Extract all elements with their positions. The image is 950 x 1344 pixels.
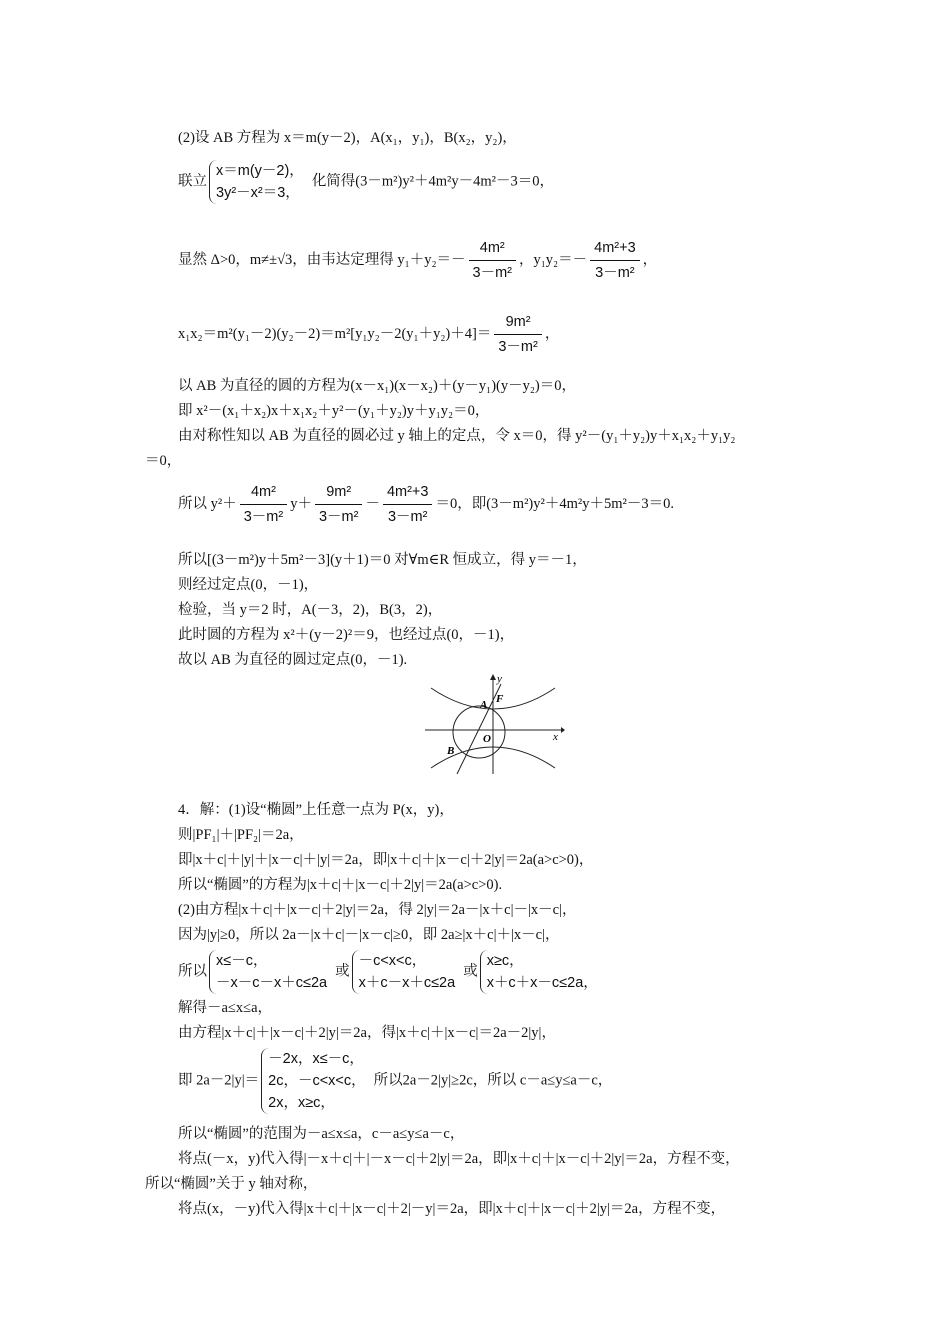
label-x: x <box>553 731 558 743</box>
text-line: 所以[(3－m²)y＋5m²－3](y＋1)＝0 对∀m∈R 恒成立，得 y＝－1， <box>178 552 587 568</box>
case-system <box>480 950 604 994</box>
hyperbola-circle-figure <box>425 670 565 775</box>
text-line: 因为|y|≥0，所以 2a－|x＋c|－|x－c|≥0，即 2a≥|x＋c|＋|x－c|， <box>178 927 560 943</box>
text: ＝0，即(3－m²)y²＋4m²y＋5m²－3＝0. <box>435 495 674 512</box>
text-line: 故以 AB 为直径的圆过定点(0，－1). <box>178 652 408 668</box>
label-a: A <box>480 699 488 711</box>
text-line: 由对称性知以 AB 为直径的圆必过 y 轴上的定点，令 x＝0，得 y²－(y₁＋y₂)y＋x₁x₂＋y₁y₂ <box>178 428 736 444</box>
substitution-line <box>178 482 674 527</box>
denominator: 3－m² <box>498 339 538 355</box>
fraction <box>383 482 433 527</box>
case-system <box>352 950 462 994</box>
text-line: ＝0， <box>145 453 182 469</box>
denominator: 3－m² <box>595 265 635 281</box>
fraction <box>494 312 541 357</box>
system-row: 2c，－c<x<c， <box>268 1073 366 1089</box>
label: 联立 <box>178 173 207 190</box>
line-ab <box>457 684 501 774</box>
text-line: 解得－a≤x≤a， <box>178 1000 273 1016</box>
text-line: 此时圆的方程为 x²＋(y－2)²＝9，也经过点(0，－1)， <box>178 627 515 643</box>
piecewise-line <box>178 1048 612 1114</box>
case-systems-line <box>178 950 606 994</box>
system-row: －2x，x≤－c， <box>268 1051 364 1067</box>
fraction <box>590 238 640 283</box>
fraction <box>240 482 287 527</box>
text-line: 则|PF₁|＋|PF₂|＝2a， <box>178 827 304 843</box>
numerator: 4m²+3 <box>383 482 433 505</box>
label-y: y <box>497 673 502 685</box>
text: 即 2a－2|y|＝ <box>178 1072 260 1089</box>
system-row: x＋c＋x－c≤2a， <box>486 975 598 991</box>
fraction <box>469 238 516 283</box>
system-row: －c<x<c， <box>358 953 427 969</box>
equation-system <box>209 160 310 204</box>
text: 所以 y²＋ <box>178 495 237 512</box>
numerator: 9m² <box>494 312 541 335</box>
system-row: x＋c－x＋c≤2a <box>358 975 456 991</box>
text: y＋ <box>290 495 312 512</box>
system-row: x≥c， <box>486 953 524 969</box>
x-axis-arrow <box>561 727 565 733</box>
y-axis-arrow <box>490 674 496 680</box>
text-line: 即 x²－(x₁＋x₂)x＋x₁x₂＋y²－(y₁＋y₂)y＋y₁y₂＝0， <box>178 403 490 419</box>
fraction <box>315 482 362 527</box>
text: 所以2a－2|y|≥2c，所以 c－a≤y≤a－c， <box>373 1072 613 1089</box>
numerator: 9m² <box>315 482 362 505</box>
denominator: 3－m² <box>387 509 428 525</box>
text-line: 将点(x，－y)代入得|x＋c|＋|x－c|＋2|－y|＝2a，即|x＋c|＋|x－c|＋2|y|＝2a，方程不变， <box>178 1201 726 1217</box>
label-b: B <box>447 745 455 757</box>
text: 或 <box>335 963 350 980</box>
text: 化简得(3－m²)y²＋4m²y－4m²－3＝0， <box>311 173 554 190</box>
system-row: x＝m(y－2)， <box>216 163 304 179</box>
system-row: x≤－c， <box>216 953 268 969</box>
text-line: 所以“椭圆”关于 y 轴对称， <box>145 1176 318 1192</box>
system-row: 2x，x≥c， <box>268 1095 335 1111</box>
system-row: －x－c－x＋c≤2a <box>216 975 328 991</box>
text: － <box>365 495 380 512</box>
text: 显然 Δ>0，m≠±√3，由韦达定理得 y₁＋y₂＝－ <box>178 251 466 268</box>
numerator: 4m² <box>240 482 287 505</box>
system-row: 3y²－x²＝3， <box>216 185 300 201</box>
text-line: 则经过定点(0，－1)， <box>178 577 319 593</box>
text: 或 <box>463 963 478 980</box>
text-line: 即|x＋c|＋|y|＋|x－c|＋|y|＝2a，即|x＋c|＋|x－c|＋2|y|＝2a(a>c>0)， <box>178 852 594 868</box>
vieta-line <box>178 238 657 283</box>
text-line: 由方程|x＋c|＋|x－c|＋2|y|＝2a，得|x＋c|＋|x－c|＝2a－2|y|， <box>178 1025 556 1041</box>
circle-ab-diameter <box>453 706 505 758</box>
text-line: 检验，当 y＝2 时，A(－3，2)，B(3，2)， <box>178 602 443 618</box>
label-f: F <box>496 693 504 705</box>
text-line: (2)设 AB 方程为 x＝m(y－2)，A(x₁，y₁)，B(x₂，y₂)， <box>178 130 517 146</box>
product-line <box>178 312 559 357</box>
problem-4-heading: 4．解：(1)设“椭圆”上任意一点为 P(x，y)， <box>178 802 454 818</box>
denominator: 3－m² <box>243 509 284 525</box>
text: ，y₁y₂＝－ <box>519 251 588 268</box>
text-line: 所以“椭圆”的方程为|x＋c|＋|x－c|＋2|y|＝2a(a>c>0). <box>178 877 503 893</box>
text: 所以 <box>178 963 207 980</box>
text-line: (2)由方程|x＋c|＋|x－c|＋2|y|＝2a，得 2|y|＝2a－|x＋c|－|x－c|， <box>178 902 577 918</box>
text-line: 以 AB 为直径的圆的方程为(x－x₁)(x－x₂)＋(y－y₁)(y－y₂)＝0， <box>178 378 576 394</box>
denominator: 3－m² <box>318 509 359 525</box>
numerator: 4m² <box>469 238 516 261</box>
text: ， <box>544 325 560 342</box>
system-line <box>178 160 554 204</box>
case-system <box>209 950 333 994</box>
text: ， <box>642 251 658 268</box>
piecewise-system <box>261 1048 372 1114</box>
label-o: O <box>483 733 491 745</box>
text-line: 将点(－x，y)代入得|－x＋c|＋|－x－c|＋2|y|＝2a，即|x＋c|＋|x－c|＋2|y|＝2a，方程不变， <box>178 1151 740 1167</box>
text-line: 所以“椭圆”的范围为－a≤x≤a，c－a≤y≤a－c， <box>178 1126 465 1142</box>
denominator: 3－m² <box>472 265 512 281</box>
text: x₁x₂＝m²(y₁－2)(y₂－2)＝m²[y₁y₂－2(y₁＋y₂)＋4]＝ <box>178 325 492 342</box>
numerator: 4m²+3 <box>590 238 640 261</box>
